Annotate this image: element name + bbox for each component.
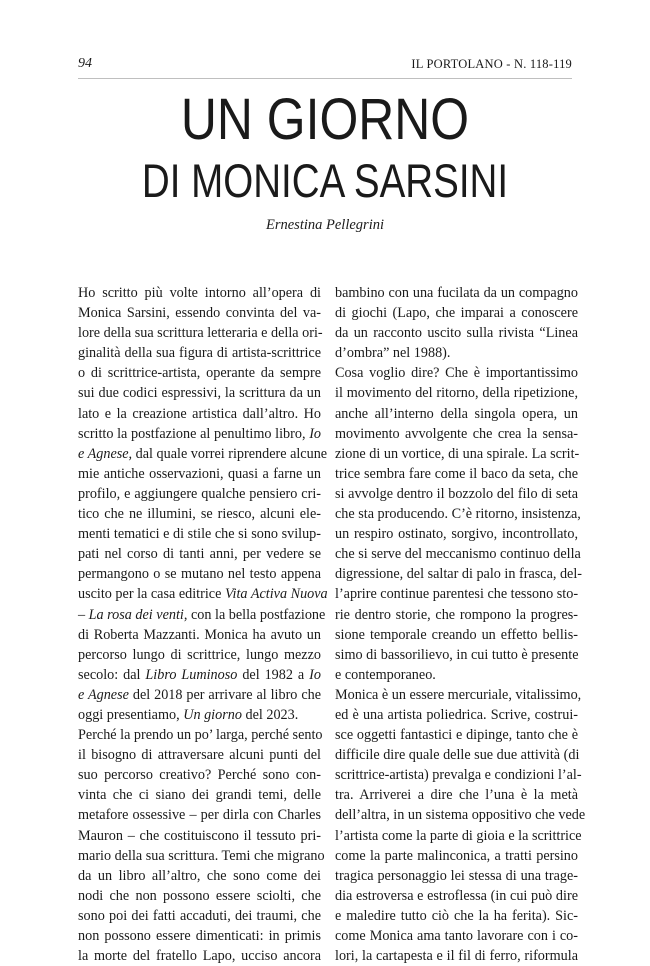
body-text: permangono o se mutano nel testo appena — [78, 566, 321, 583]
italic-title-text: Libro Luminoso — [145, 666, 238, 683]
text-line — [78, 725, 321, 745]
text-line — [78, 665, 321, 685]
journal-name: IL PORTOLANO - N. 118-119 — [411, 57, 572, 71]
text-line — [78, 343, 321, 363]
body-text: d’ombra” nel 1988). — [335, 345, 451, 362]
body-text: il bisogno di attraversare alcuni punti del — [78, 747, 321, 764]
text-line — [78, 363, 321, 383]
text-line — [335, 484, 578, 504]
italic-title-text: – La rosa dei venti — [78, 606, 184, 623]
text-line — [78, 484, 321, 504]
body-text: secolo: dal — [78, 666, 141, 683]
body-text: da un racconto uscito sulla rivista “Linea — [335, 325, 578, 342]
body-text: rie dentro storie, che rompono la progres- — [335, 606, 578, 623]
body-text: la morte del fratello Lapo, ucciso ancora — [78, 948, 321, 965]
page-number: 94 — [78, 56, 92, 71]
body-column-left — [78, 283, 328, 966]
text-line — [78, 404, 321, 424]
body-text: anche all’interno della singola opera, un — [335, 405, 578, 422]
body-text: del 1982 a — [242, 666, 305, 683]
text-line — [335, 886, 578, 906]
text-line — [335, 444, 578, 464]
text-line — [335, 946, 578, 966]
text-line — [78, 705, 321, 725]
text-line — [335, 805, 586, 825]
article-author: Ernestina Pellegrini — [266, 217, 384, 233]
body-text: metafore ossessive – per dirla con Charles — [78, 807, 321, 824]
text-line — [78, 625, 321, 645]
text-line — [335, 404, 578, 424]
body-text: simo di bassorilievo, in cui tutto è presente — [335, 646, 579, 663]
text-line — [78, 685, 321, 705]
italic-title-text: Io — [309, 666, 321, 683]
text-line — [335, 906, 578, 926]
body-text: Cosa voglio dire? Che è importantissimo — [335, 365, 578, 382]
body-text: dia estroversa e estroflessa (in cui può dire — [335, 887, 578, 904]
text-line — [335, 826, 582, 846]
body-text: l’artista come la parte di gioia e la scrittrice — [335, 827, 582, 844]
body-text: si avvolge dentro il bozzolo del filo di seta — [335, 485, 578, 502]
text-line — [335, 323, 578, 343]
text-line — [335, 605, 578, 625]
text-line — [335, 283, 578, 303]
body-text: dal quale vorrei riprendere alcune — [135, 445, 328, 462]
body-text: suo percorso creativo? Perché sono con- — [78, 767, 321, 784]
text-line — [335, 524, 578, 544]
body-text: come Monica ama tanto lavorare con i co- — [335, 928, 578, 944]
body-text: digressione, del saltar di palo in frasca, del- — [335, 566, 583, 583]
body-text: nodi che non possono essere sciolti, che — [78, 887, 321, 904]
text-line — [78, 323, 321, 343]
body-text: sce oggetti fantastici e dipinge, tanto che è — [335, 727, 578, 744]
text-line — [335, 544, 581, 564]
text-line — [78, 464, 321, 484]
text-line — [335, 504, 581, 524]
body-text: e maledire tutto ciò che la ha ferita). Sic- — [335, 907, 578, 924]
body-text: scrittrice-artista) prevalga e condizioni l’al- — [335, 767, 582, 784]
body-text: che sta producendo. C’è ritorno, insistenza, — [335, 506, 581, 523]
text-line — [335, 705, 578, 725]
body-text: scritto la postfazione al penultimo libro, — [78, 425, 306, 442]
body-text: o di scrittrice-artista, operante da sempre — [78, 365, 321, 382]
text-line — [335, 625, 578, 645]
body-text: percorso lungo di scrittrice, lungo mezzo — [78, 646, 321, 663]
body-text: sono poi dei fatti accaduti, dei traumi, che — [78, 907, 321, 924]
body-text: movimento avvolgente che crea la sensa- — [335, 425, 578, 442]
body-text: del 2018 per arrivare al libro che — [132, 686, 322, 703]
text-line — [335, 564, 583, 584]
text-line — [78, 303, 321, 323]
text-line — [78, 524, 321, 544]
text-line — [78, 424, 321, 444]
text-line — [335, 363, 578, 383]
text-line — [78, 584, 328, 604]
body-text: profilo, e aggiungere qualche pensiero cri- — [78, 485, 321, 502]
body-text: , con la bella postfazione — [183, 606, 326, 623]
italic-title-text: e Agnese — [78, 686, 129, 703]
text-line — [335, 785, 578, 805]
text-line — [335, 745, 578, 765]
body-text: uscito per la casa editrice — [78, 586, 222, 603]
body-text: Mauron – che costituiscono il tessuto pri- — [78, 827, 321, 844]
text-line — [78, 444, 328, 464]
body-text: menti tematici e di stile che si sono svilup- — [78, 526, 321, 543]
text-line — [335, 765, 582, 785]
text-line — [78, 383, 321, 403]
body-text: vinta che ci siano dei grandi temi, delle — [78, 787, 321, 804]
text-line — [78, 926, 321, 946]
text-line — [335, 846, 578, 866]
article-title-line-2: DI MONICA SARSINI — [141, 154, 509, 207]
text-line — [78, 283, 321, 303]
text-line — [335, 343, 578, 363]
text-line — [78, 866, 321, 886]
article-title-line-1: UN GIORNO — [180, 87, 470, 152]
text-line — [78, 544, 321, 564]
body-text: del 2023. — [245, 706, 299, 723]
body-text: mario della sua scrittura. Temi che migrano — [78, 847, 325, 864]
body-text: zione di un vortice, di una spirale. La scrit- — [335, 445, 580, 462]
body-text: oggi presentiamo, — [78, 706, 180, 723]
text-line — [78, 564, 321, 584]
italic-title-text: Io — [309, 425, 322, 442]
body-text: e contemporaneo. — [335, 666, 436, 683]
text-line — [78, 645, 321, 665]
body-text: ginalità della sua figura di artista-scrittrice — [78, 345, 321, 362]
text-line — [335, 464, 578, 484]
body-text: l’aprire continue parentesi che tessono sto- — [335, 586, 579, 603]
body-text: Monica è un essere mercuriale, vitalissimo, — [335, 686, 582, 703]
body-text: tico che ne illumini, se riesco, alcuni ele- — [78, 506, 321, 523]
text-line — [78, 745, 321, 765]
body-text: Perché la prendo un po’ larga, perché sento — [78, 727, 323, 744]
body-text: trice sembra fare come il baco da seta, che — [335, 465, 578, 482]
body-text: sui due codici espressivi, la scrittura da un — [78, 385, 321, 402]
text-line — [335, 424, 578, 444]
body-text: il movimento del ritorno, della ripetizione, — [335, 385, 578, 402]
text-line — [335, 303, 578, 323]
body-text: tragica personaggio lei stessa di una trage- — [335, 867, 578, 884]
text-line — [78, 846, 325, 866]
text-line — [335, 685, 582, 705]
italic-title-text: Un giorno — [183, 706, 242, 723]
italic-title-text: e Agnese, — [78, 445, 133, 462]
text-line — [335, 866, 578, 886]
text-line — [78, 504, 321, 524]
text-line — [335, 926, 578, 946]
text-line — [78, 906, 321, 926]
body-text: sione temporale creando un effetto bellis- — [335, 626, 578, 643]
body-text: ed è una artista poliedrica. Scrive, costrui- — [335, 706, 578, 723]
text-line — [335, 665, 578, 685]
body-text: bambino con una fucilata da un compagno — [335, 285, 578, 301]
text-line — [335, 383, 578, 403]
text-line — [78, 805, 321, 825]
body-text: lore della sua scrittura letteraria e della ori- — [78, 325, 323, 342]
body-text: di giochi (Lapo, che imparai a conoscere — [335, 305, 578, 322]
text-line — [335, 645, 578, 665]
body-text: Monica Sarsini, essendo convinta del va- — [78, 305, 321, 322]
body-text: un respiro ostinato, sorgivo, incontrollato, — [335, 526, 578, 543]
body-text: di Roberta Mazzanti. Monica ha avuto un — [78, 626, 321, 643]
running-header — [78, 56, 572, 79]
body-text: pati nel corso di tanti anni, per vedere se — [78, 546, 321, 563]
text-line — [78, 605, 326, 625]
body-text: come la parte malinconica, a tratti persino — [335, 847, 578, 864]
text-line — [335, 584, 578, 604]
text-line — [78, 785, 321, 805]
body-text: dell’altra, in un sistema oppositivo che vede — [335, 807, 586, 824]
text-line — [335, 725, 578, 745]
body-text: Ho scritto più volte intorno all’opera di — [78, 285, 321, 301]
body-text: difficile dire quale delle sue due attività (di — [335, 747, 580, 764]
body-column-right — [335, 283, 586, 966]
body-text: che si serve del meccanismo continuo della — [335, 546, 581, 563]
body-text: non possono essere dimenticati: in primis — [78, 928, 321, 944]
body-text: tra. Arriverei a dire che l’una è la metà — [335, 787, 578, 804]
body-text: lori, la cartapesta e il fil di ferro, riformula — [335, 948, 578, 965]
italic-title-text: Vita Activa Nuova — [224, 586, 328, 603]
text-line — [78, 886, 321, 906]
text-line — [78, 946, 321, 966]
body-text: mie antiche osservazioni, quasi a farne un — [78, 465, 321, 482]
body-text: lato e la creazione artistica dall’altro. Ho — [78, 405, 321, 422]
body-text: da un libro all’altro, che sono come dei — [78, 867, 321, 884]
text-line — [78, 826, 321, 846]
text-line — [78, 765, 321, 785]
